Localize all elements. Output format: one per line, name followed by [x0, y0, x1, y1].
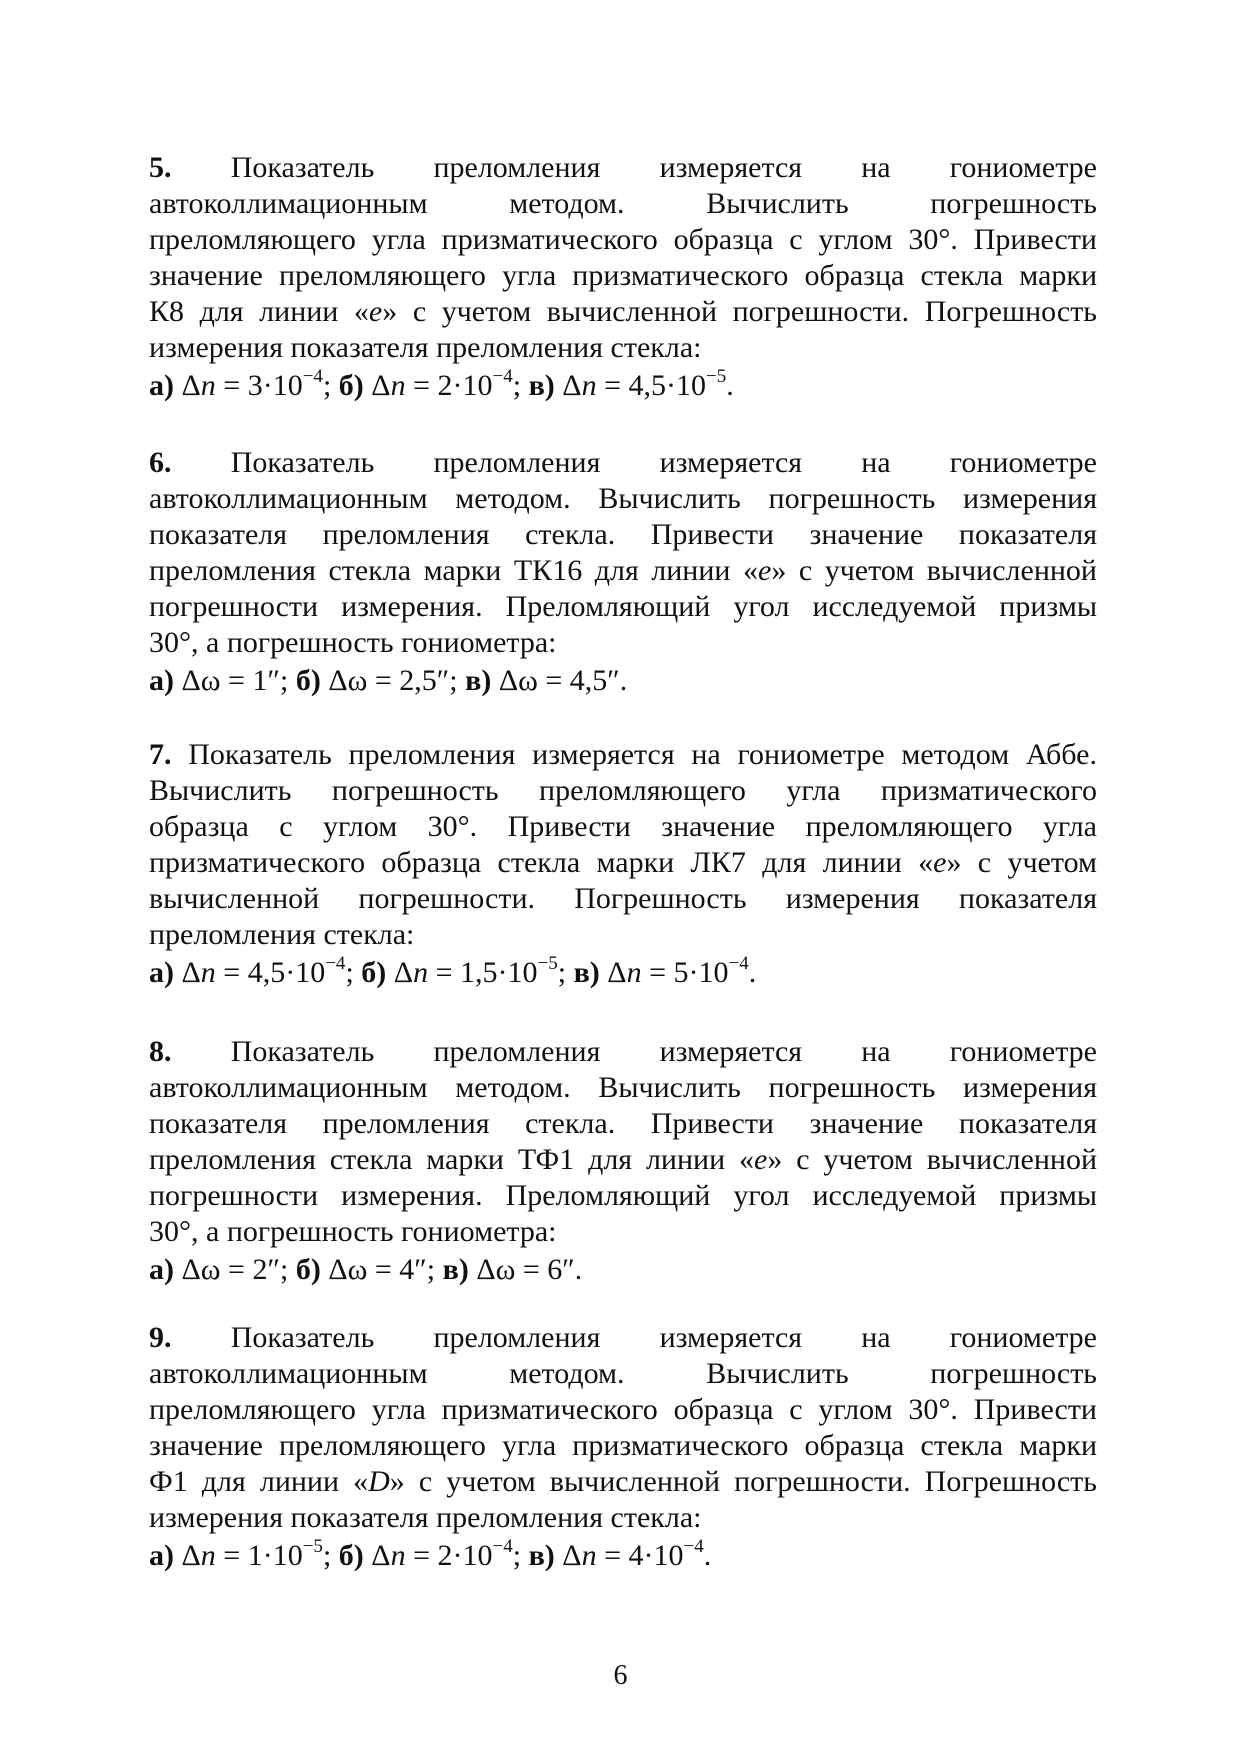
- delta-symbol: Δ: [181, 956, 201, 989]
- spectral-line-label: e: [368, 295, 383, 328]
- text-segment: » с учетом вычисленной: [771, 554, 1097, 587]
- paragraph-line: [149, 1178, 1097, 1214]
- text-segment: измерения показателя преломления стекла:: [149, 331, 702, 364]
- task-8: [149, 1034, 1097, 1290]
- paragraph-line: [149, 481, 1097, 517]
- text-segment: призматического образца стекла марки ЛК7 для линии «: [149, 846, 934, 879]
- task-7: [149, 737, 1097, 993]
- answer-options: [149, 366, 1097, 406]
- paragraph-line: [149, 881, 1097, 917]
- text-segment: автоколлимационным методом. Вычислить погрешность: [149, 1357, 1097, 1390]
- paragraph-line: [149, 809, 1097, 845]
- variable: ω: [495, 1253, 516, 1286]
- variable: ω: [347, 664, 368, 697]
- value: 1·10: [247, 1539, 303, 1572]
- spectral-line-label: e: [933, 846, 947, 879]
- variable: n: [390, 1539, 406, 1572]
- answer-options: [149, 661, 1097, 701]
- task-6: [149, 445, 1097, 701]
- paragraph-line: [149, 553, 1097, 589]
- paragraph-line: [149, 330, 1097, 366]
- paragraph-line: [149, 258, 1097, 294]
- spectral-line-label: e: [758, 554, 772, 587]
- text-segment: измерения показателя преломления стекла:: [149, 1501, 702, 1534]
- text-segment: Вычислить погрешность преломляющего угла призматического: [149, 774, 1097, 807]
- delta-symbol: Δ: [181, 1253, 201, 1286]
- text-segment: Показатель преломления измеряется на гониометре: [171, 446, 1097, 479]
- task-number: 8.: [149, 1035, 172, 1068]
- separator: .: [574, 1253, 583, 1286]
- paragraph-line: [149, 1034, 1097, 1070]
- variable: n: [200, 1539, 216, 1572]
- paragraph-line: [149, 1428, 1097, 1464]
- delta-symbol: Δ: [476, 1253, 496, 1286]
- paragraph-line: [149, 294, 1097, 330]
- variable: n: [626, 956, 642, 989]
- variable: n: [200, 369, 216, 402]
- text-segment: Показатель преломления измеряется на гониометре методом Аббе.: [171, 738, 1097, 771]
- text-segment: » с учетом вычисленной погрешности. Погрешность: [389, 1465, 1097, 1498]
- exponent: −5: [302, 1536, 323, 1557]
- text-segment: Ф1 для линии «: [149, 1465, 369, 1498]
- text-segment: образца с углом 30°. Привести значение преломляющего угла: [149, 810, 1097, 843]
- spectral-line-label: D: [368, 1465, 390, 1498]
- variable: ω: [200, 664, 221, 697]
- text-segment: » с учетом вычисленной: [767, 1143, 1097, 1176]
- text-segment: вычисленной погрешности. Погрешность измерения показателя: [149, 882, 1097, 915]
- paragraph-line: [149, 625, 1097, 661]
- paragraph-line: [149, 1500, 1097, 1536]
- delta-symbol: Δ: [328, 1253, 348, 1286]
- option-label: б): [361, 956, 387, 989]
- paragraph-line: [149, 222, 1097, 258]
- answer-options: [149, 1250, 1097, 1290]
- option-label: а): [149, 1539, 174, 1572]
- value: 3·10: [247, 369, 303, 402]
- text-segment: автоколлимационным методом. Вычислить погрешность: [149, 187, 1097, 220]
- value: 5·10: [673, 956, 729, 989]
- delta-symbol: Δ: [393, 956, 414, 989]
- variable: n: [581, 1539, 597, 1572]
- variable: n: [413, 956, 429, 989]
- value: 2″: [252, 1253, 280, 1286]
- task-5: [149, 150, 1097, 406]
- separator: ;: [345, 956, 354, 989]
- text-segment: погрешности измерения. Преломляющий угол исследуемой призмы: [149, 1179, 1097, 1212]
- text-segment: преломления стекла марки ТК16 для линии «: [149, 554, 758, 587]
- value: 6″: [547, 1253, 575, 1286]
- option-label: в): [465, 664, 492, 697]
- text-segment: преломляющего угла призматического образца с углом 30°. Привести: [149, 223, 1097, 256]
- value: 1,5·10: [460, 956, 538, 989]
- variable: n: [581, 369, 597, 402]
- variable: ω: [200, 1253, 221, 1286]
- text-segment: показателя преломления стекла. Привести значение показателя: [149, 1107, 1097, 1140]
- task-number: 9.: [149, 1321, 172, 1354]
- answer-option: в) Δω = 4,5″.: [465, 664, 628, 697]
- delta-symbol: Δ: [562, 369, 582, 402]
- answer-option: б) Δω = 4″;: [295, 1253, 436, 1286]
- delta-symbol: Δ: [607, 956, 627, 989]
- answer-options: [149, 1536, 1097, 1576]
- task-number: 7.: [149, 738, 172, 771]
- answer-option: б) $\Delta n = 2\cdot 10^{-4}$;: [338, 1536, 522, 1572]
- option-label: а): [149, 369, 174, 402]
- paragraph-line: [149, 150, 1097, 186]
- separator: ;: [512, 369, 522, 402]
- paragraph-line: [149, 1464, 1097, 1500]
- value: 2,5″: [399, 664, 450, 697]
- option-label: а): [149, 956, 174, 989]
- paragraph-line: [149, 1392, 1097, 1428]
- task-9: [149, 1320, 1097, 1576]
- answer-option: в) $\Delta n = 4\cdot 10^{-4}$.: [528, 1536, 712, 1572]
- text-segment: Показатель преломления измеряется на гониометре: [171, 151, 1097, 184]
- text-segment: автоколлимационным методом. Вычислить погрешность измерения: [149, 1071, 1097, 1104]
- text-segment: преломления стекла:: [149, 918, 415, 951]
- value: 4,5·10: [247, 956, 326, 989]
- option-label: в): [528, 1539, 555, 1572]
- text-segment: Показатель преломления измеряется на гониометре: [171, 1321, 1097, 1354]
- separator: .: [748, 956, 757, 989]
- delta-symbol: Δ: [562, 1539, 582, 1572]
- text-segment: показателя преломления стекла. Привести значение показателя: [149, 518, 1097, 551]
- delta-symbol: Δ: [371, 369, 391, 402]
- answer-option: в) $\Delta n = 4,5\cdot 10^{-5}$.: [528, 366, 734, 402]
- value: 4,5″: [569, 664, 620, 697]
- paragraph-line: [149, 773, 1097, 809]
- text-segment: » с учетом вычисленной погрешности. Погрешность: [382, 295, 1097, 328]
- value: 4·10: [628, 1539, 684, 1572]
- answer-option: а) Δω = 1″;: [149, 664, 289, 697]
- text-segment: преломляющего угла призматического образца с углом 30°. Привести: [149, 1393, 1097, 1426]
- text-segment: 30°, а погрешность гониометра:: [149, 1215, 557, 1248]
- exponent: −4: [302, 366, 323, 387]
- text-segment: Показатель преломления измеряется на гониометре: [171, 1035, 1097, 1068]
- task-number: 6.: [149, 446, 172, 479]
- delta-symbol: Δ: [181, 369, 201, 402]
- answer-option: а) $\Delta n = 1\cdot 10^{-5}$;: [149, 1536, 332, 1572]
- value: 1″: [252, 664, 280, 697]
- text-segment: погрешности измерения. Преломляющий угол исследуемой призмы: [149, 590, 1097, 623]
- variable: n: [390, 369, 406, 402]
- separator: ;: [279, 664, 289, 697]
- option-label: в): [442, 1253, 469, 1286]
- delta-symbol: Δ: [498, 664, 519, 697]
- exponent: −4: [492, 1536, 513, 1557]
- exponent: −4: [325, 953, 346, 974]
- exponent: −4: [683, 1536, 704, 1557]
- paragraph-line: [149, 517, 1097, 553]
- exponent: −5: [705, 366, 727, 387]
- option-label: в): [573, 956, 600, 989]
- paragraph-line: [149, 1142, 1097, 1178]
- option-label: б): [338, 1539, 364, 1572]
- text-segment: » с учетом: [946, 846, 1097, 879]
- value: 4″: [399, 1253, 427, 1286]
- answer-option: а) $\Delta n = 4,5\cdot 10^{-4}$;: [149, 953, 354, 989]
- separator: ;: [512, 1539, 522, 1572]
- value: 2·10: [437, 1539, 493, 1572]
- separator: .: [619, 664, 628, 697]
- value: 2·10: [437, 369, 493, 402]
- exponent: −4: [728, 953, 749, 974]
- text-segment: 30°, а погрешность гониометра:: [149, 626, 557, 659]
- answer-option: в) $\Delta n = 5\cdot 10^{-4}$.: [573, 953, 757, 989]
- delta-symbol: Δ: [181, 1539, 201, 1572]
- separator: .: [703, 1539, 712, 1572]
- paragraph-line: [149, 589, 1097, 625]
- paragraph-line: [149, 917, 1097, 953]
- value: 4,5·10: [628, 369, 706, 402]
- answer-option: в) Δω = 6″.: [442, 1253, 583, 1286]
- answer-option: б) $\Delta n = 1,5\cdot 10^{-5}$;: [361, 953, 567, 989]
- option-label: б): [338, 369, 364, 402]
- answer-option: а) Δω = 2″;: [149, 1253, 289, 1286]
- delta-symbol: Δ: [181, 664, 201, 697]
- answer-options: [149, 953, 1097, 993]
- option-label: в): [528, 369, 555, 402]
- delta-symbol: Δ: [371, 1539, 391, 1572]
- separator: .: [726, 369, 734, 402]
- option-label: а): [149, 1253, 174, 1286]
- text-segment: значение преломляющего угла призматического образца стекла марки: [149, 259, 1097, 292]
- variable: ω: [518, 664, 538, 697]
- paragraph-line: [149, 445, 1097, 481]
- separator: ;: [322, 369, 332, 402]
- paragraph-line: [149, 1356, 1097, 1392]
- spectral-line-label: e: [754, 1143, 768, 1176]
- paragraph-line: [149, 845, 1097, 881]
- exponent: −5: [537, 953, 558, 974]
- answer-option: б) Δω = 2,5″;: [295, 664, 458, 697]
- paragraph-line: [149, 737, 1097, 773]
- variable: ω: [347, 1253, 368, 1286]
- paragraph-line: [149, 186, 1097, 222]
- paragraph-line: [149, 1106, 1097, 1142]
- paragraph-line: [149, 1214, 1097, 1250]
- option-label: б): [295, 1253, 321, 1286]
- answer-option: а) $\Delta n = 3\cdot 10^{-4}$;: [149, 366, 332, 402]
- separator: ;: [557, 956, 567, 989]
- text-segment: значение преломляющего угла призматического образца стекла марки: [149, 1429, 1097, 1462]
- task-number: 5.: [149, 151, 172, 184]
- option-label: а): [149, 664, 174, 697]
- answer-option: б) $\Delta n = 2\cdot 10^{-4}$;: [338, 366, 522, 402]
- text-segment: преломления стекла марки ТФ1 для линии «: [149, 1143, 755, 1176]
- variable: n: [200, 956, 216, 989]
- option-label: б): [295, 664, 321, 697]
- paragraph-line: [149, 1070, 1097, 1106]
- text-segment: автоколлимационным методом. Вычислить погрешность измерения: [149, 482, 1097, 515]
- page-number: 6: [613, 1660, 628, 1691]
- separator: ;: [449, 664, 458, 697]
- text-segment: К8 для линии «: [149, 295, 369, 328]
- delta-symbol: Δ: [328, 664, 348, 697]
- separator: ;: [426, 1253, 436, 1286]
- separator: ;: [279, 1253, 289, 1286]
- paragraph-line: [149, 1320, 1097, 1356]
- exponent: −4: [492, 366, 513, 387]
- separator: ;: [322, 1539, 332, 1572]
